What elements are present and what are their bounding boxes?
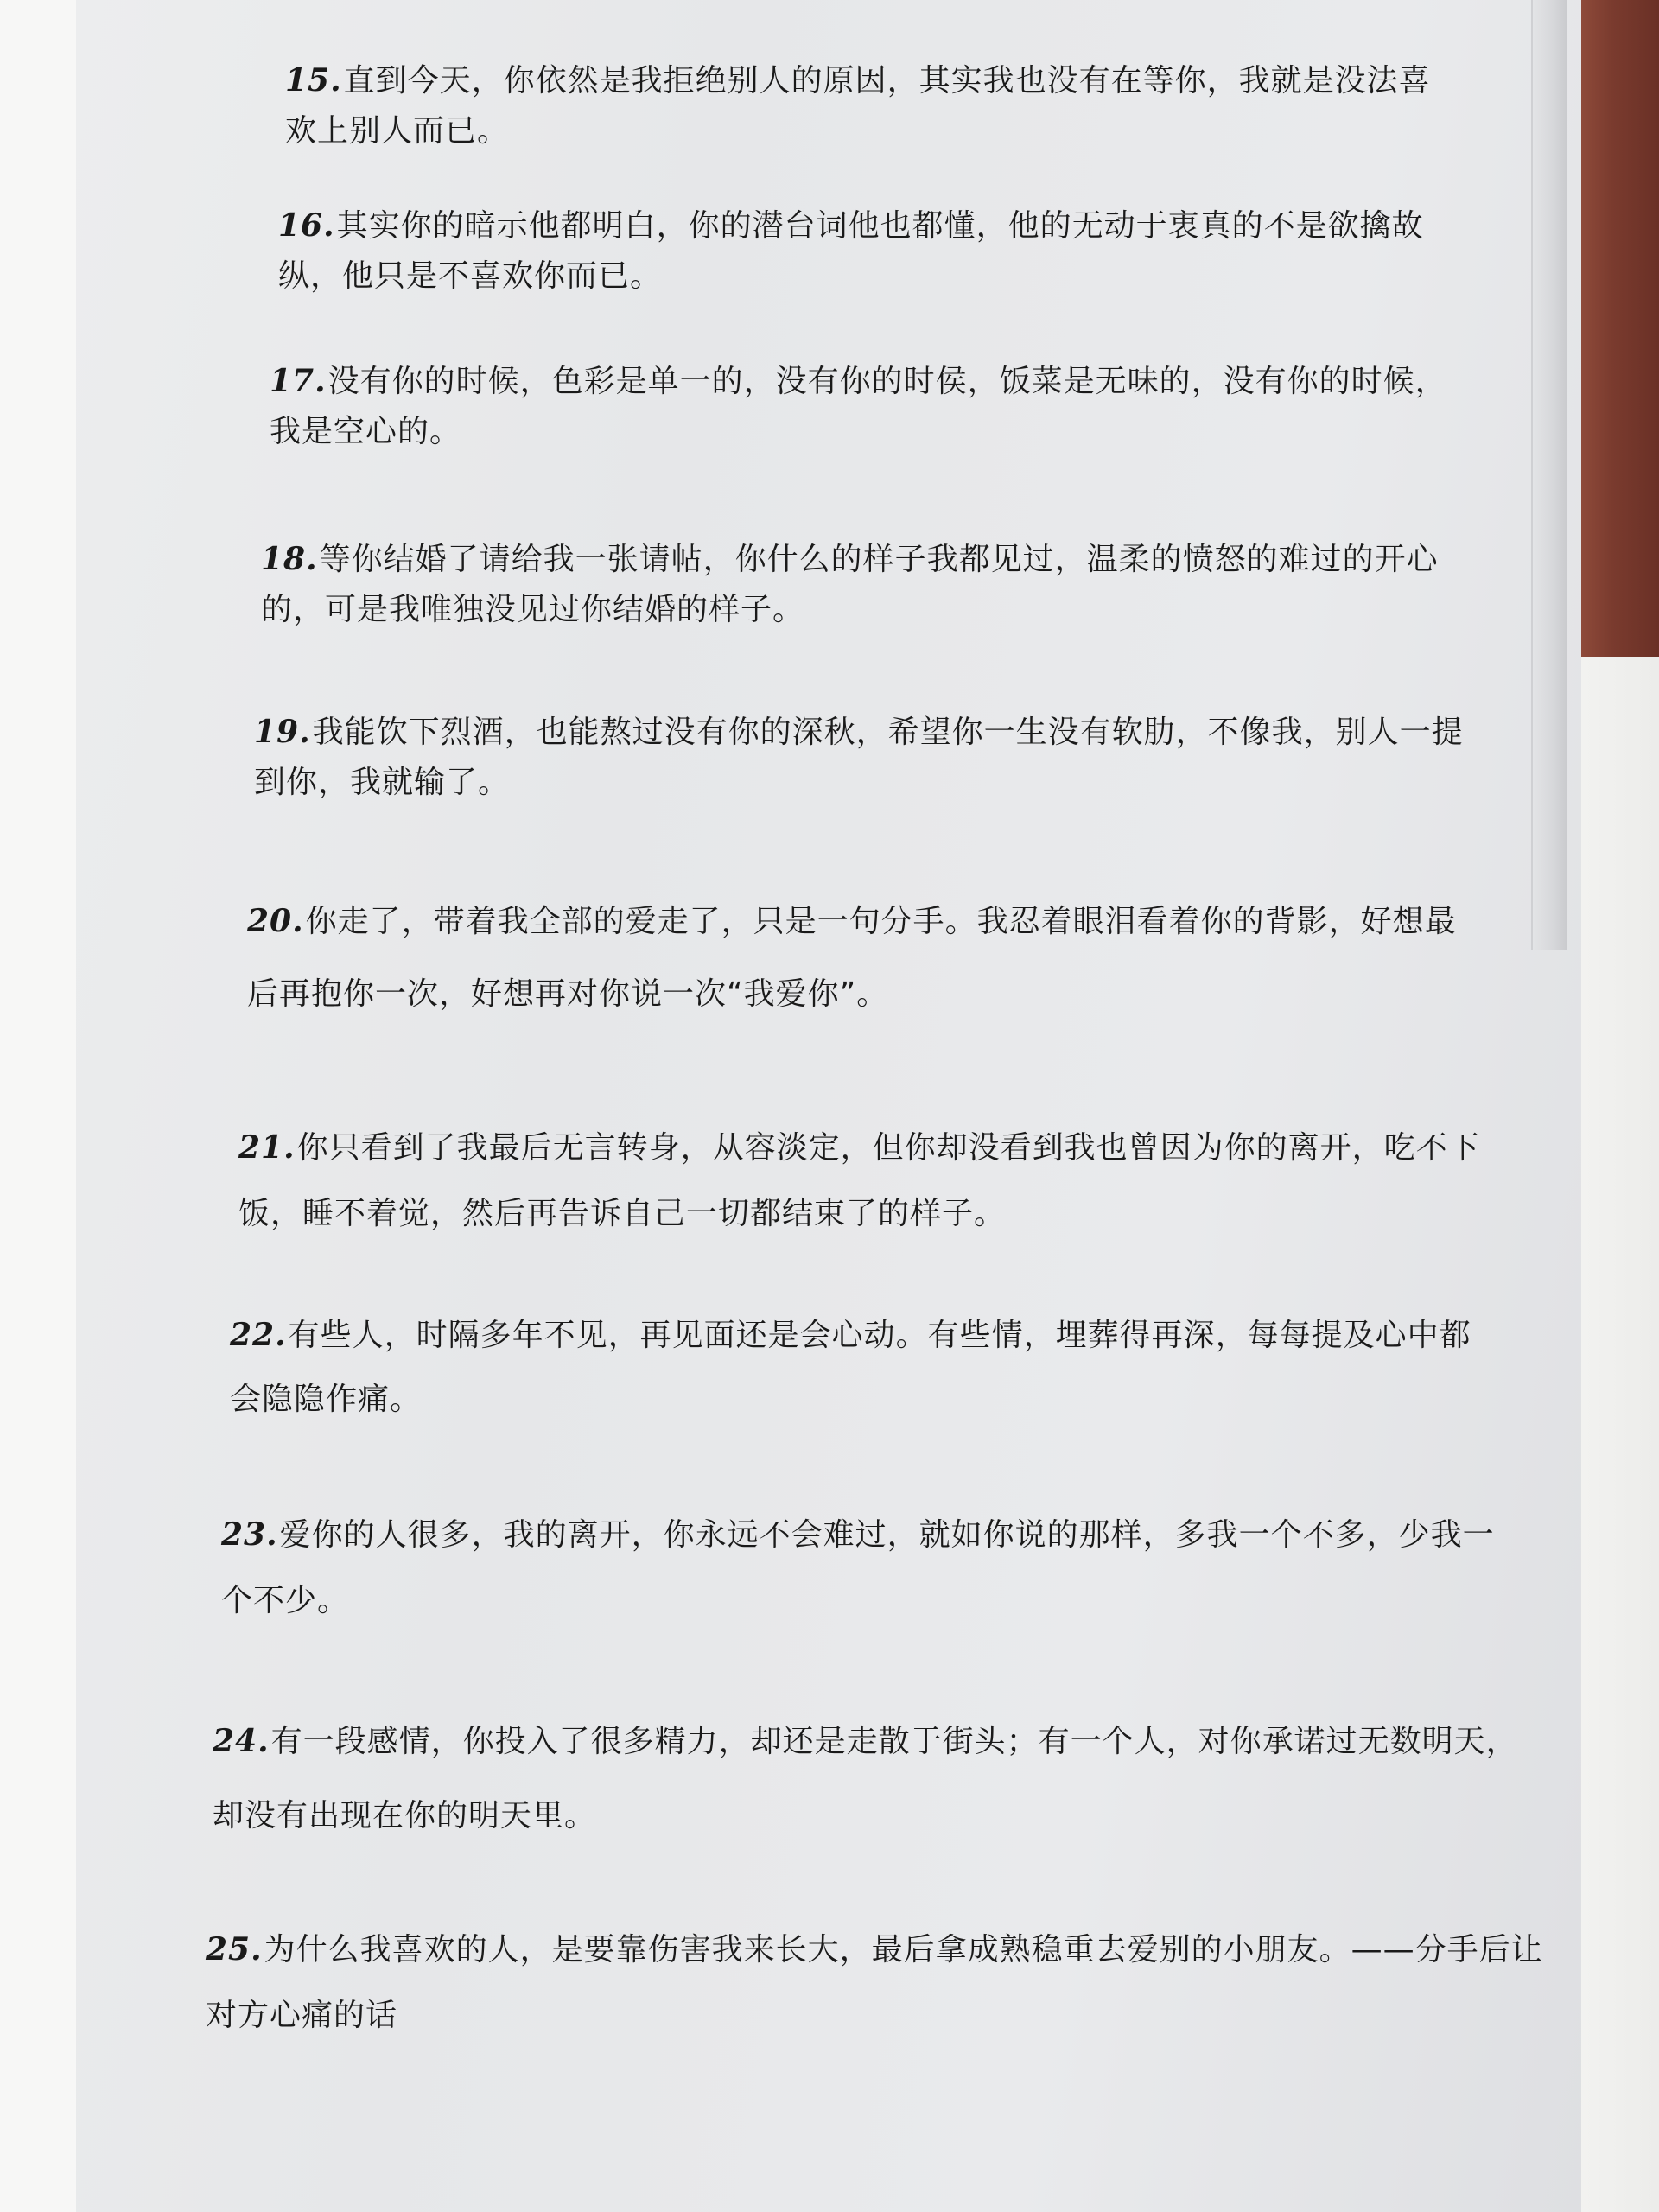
list-item	[261, 534, 1462, 635]
item-text: 为什么我喜欢的人，是要靠伤害我来长大，最后拿成熟稳重去爱别的小朋友。——分手后让对方心痛的话	[206, 1932, 1543, 2033]
item-text: 有些人，时隔多年不见，再见面还是会心动。有些情，埋葬得再深，每每提及心中都会隐隐作痛。	[230, 1318, 1471, 1417]
list-item	[270, 356, 1453, 457]
item-number: 24.	[213, 1723, 270, 1759]
item-text: 爱你的人很多，我的离开，你永远不会难过，就如你说的那样，多我一个不多，少我一个不少。	[221, 1517, 1495, 1618]
item-number: 23.	[221, 1516, 278, 1553]
list-item	[285, 55, 1460, 156]
item-number: 21.	[238, 1129, 296, 1166]
list-item	[221, 1502, 1509, 1634]
item-text: 没有你的时候，色彩是单一的，没有你的时侯，饭菜是无味的，没有你的时候，我是空心的。	[270, 364, 1447, 449]
item-number: 25.	[206, 1931, 263, 1967]
item-number: 18.	[261, 541, 318, 577]
item-number: 22.	[230, 1317, 287, 1353]
item-text: 等你结婚了请给我一张请帖，你什么的样子我都见过，温柔的愤怒的难过的开心的，可是我唯独没见过你结婚的样子。	[261, 542, 1439, 627]
list-item	[206, 1916, 1554, 2049]
item-number: 17.	[270, 363, 327, 399]
item-number: 19.	[254, 714, 311, 750]
list-item	[247, 885, 1483, 1031]
list-item	[254, 707, 1472, 808]
item-number: 20.	[247, 903, 304, 939]
item-text: 你走了，带着我全部的爱走了，只是一句分手。我忍着眼泪看着你的背影，好想最后再抱你一次，好想再对你说一次“我爱你”。	[247, 904, 1457, 1012]
item-text: 直到今天，你依然是我拒绝别人的原因，其实我也没有在等你，我就是没法喜欢上别人而已。	[285, 63, 1431, 149]
list-item	[213, 1704, 1526, 1853]
item-text: 其实你的暗示他都明白，你的潜台词他也都懂，他的无动于衷真的不是欲擒故纵，他只是不喜欢你而已。	[278, 208, 1424, 294]
list-item	[230, 1303, 1500, 1432]
item-number: 15.	[285, 62, 342, 99]
list-item	[238, 1115, 1491, 1247]
item-number: 16.	[278, 207, 335, 244]
item-text: 我能饮下烈酒，也能熬过没有你的深秋，希望你一生没有软肋，不像我，别人一提到你，我就输了。	[254, 715, 1464, 800]
item-text: 你只看到了我最后无言转身，从容淡定，但你却没看到我也曾因为你的离开，吃不下饭，睡不着觉，然后再告诉自己一切都结束了的样子。	[238, 1130, 1480, 1231]
item-text: 有一段感情，你投入了很多精力，却还是走散于街头；有一个人，对你承诺过无数明天，却没有出现在你的明天里。	[213, 1724, 1518, 1834]
list-item	[278, 200, 1453, 302]
